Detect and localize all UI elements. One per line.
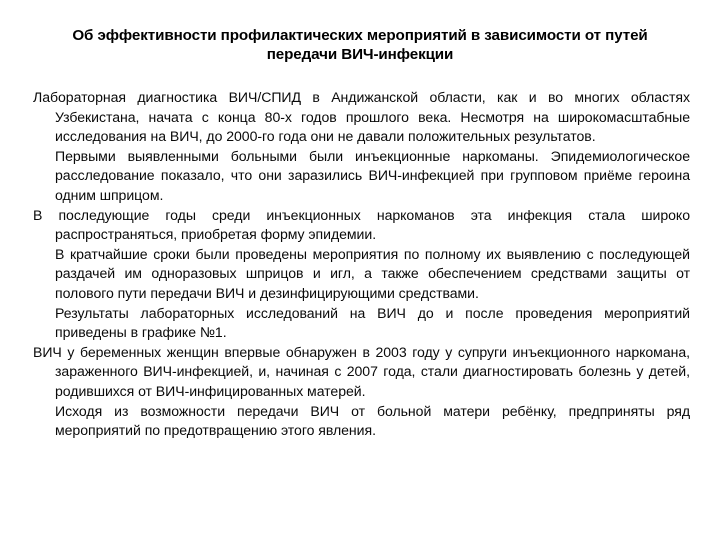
body-paragraph-7: Исходя из возможности передачи ВИЧ от больной матери ребёнку, предприняты ряд мероприятий по предотвращению этого явления. (55, 402, 690, 439)
body-paragraph-1: Лабораторная диагностика ВИЧ/СПИД в Андижанской области, как и во многих областях Узбекистана, начата с конца 80-х годов прошлого века. Несмотря на широкомасштабные исследования на ВИЧ, до 2000-го года они не давали положительных результатов. (33, 89, 690, 145)
slide-title (52, 26, 668, 64)
body-paragraph-3: В последующие годы среди инъекционных наркоманов эта инфекция стала широко распространяться, приобретая форму эпидемии. (33, 206, 690, 243)
body-paragraph-5: Результаты лабораторных исследований на ВИЧ до и после проведения мероприятий приведены в графике №1. (55, 304, 690, 341)
body-paragraph-6: ВИЧ у беременных женщин впервые обнаружен в 2003 году у супруги инъекционного наркомана, зараженного ВИЧ-инфекцией, и, начиная с 2007 года, стали диагностировать болезнь у детей, родившихся от ВИЧ-инфицированных матерей. (33, 343, 690, 399)
body-paragraph-4: В кратчайшие сроки были проведены мероприятия по полному их выявлению с последующей раздачей им одноразовых шприцов и игл, а также обеспечением средствами защиты от полового пути передачи ВИЧ и дезинфицирующими средствами. (55, 245, 690, 301)
body-paragraph-2: Первыми выявленными больными были инъекционные наркоманы. Эпидемиологическое расследование показало, что они заразились ВИЧ-инфекцией при групповом приёме героина одним шприцом. (55, 147, 690, 203)
slide-body (33, 88, 690, 441)
slide-title-text: Об эффективности профилактических мероприятий в зависимости от путей передачи ВИЧ-инфекции (72, 27, 648, 63)
